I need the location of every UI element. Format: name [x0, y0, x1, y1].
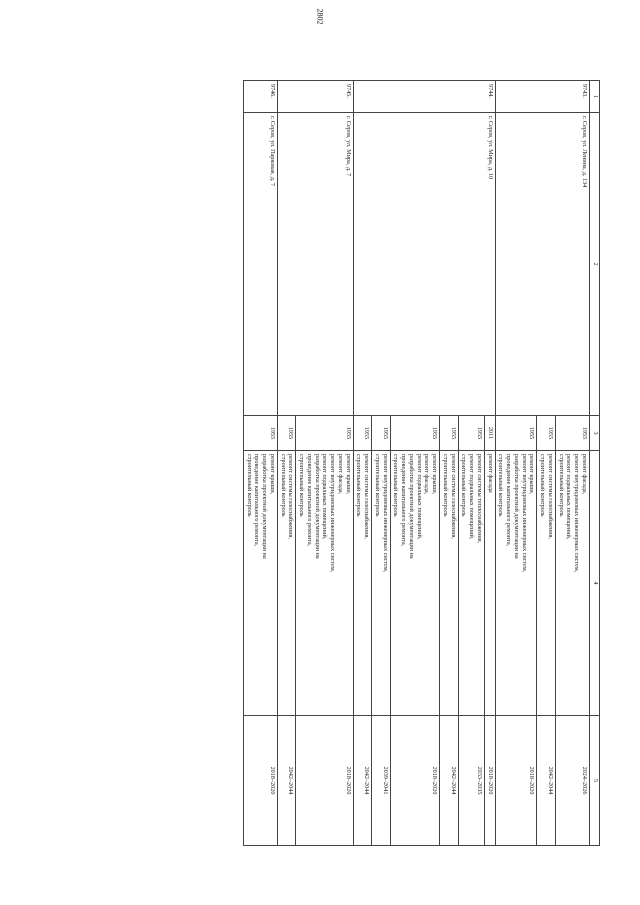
- repair-period: 2042–2044: [353, 716, 372, 846]
- work-item: ремонт фасада,: [581, 454, 588, 495]
- table-body: [244, 81, 600, 846]
- work-item: ремонт внутридомовых инженерных систем,: [329, 454, 337, 573]
- work-item: ремонт фасада: [486, 454, 494, 493]
- build-year: 1955: [495, 416, 537, 451]
- work-item: строительный контроль: [557, 454, 565, 517]
- header-cell-1: 1: [590, 81, 600, 113]
- header-cell-3: 3: [590, 416, 600, 451]
- works-list: [372, 451, 391, 716]
- works-list: [390, 451, 440, 716]
- build-year: 1955: [278, 416, 297, 451]
- work-item: строительный контроль: [298, 454, 306, 517]
- rotated-table-area: [80, 80, 600, 845]
- work-item: ремонт крыши,: [528, 454, 536, 495]
- work-item: проведение капитального ремонта,: [306, 454, 313, 547]
- work-item: разработка проектной документации на: [313, 454, 321, 559]
- work-item: строительный контроль: [279, 454, 287, 517]
- build-year: 1955: [296, 416, 353, 451]
- works-list: [556, 451, 590, 716]
- table-row: [556, 81, 590, 846]
- work-item: строительный контроль: [460, 454, 468, 517]
- header-row: [590, 81, 600, 846]
- table-row: [485, 81, 496, 846]
- work-item: ремонт фасада,: [337, 454, 344, 495]
- work-item: ремонт подвальных помещений,: [321, 454, 329, 540]
- repair-period: 2024–2026: [556, 716, 590, 846]
- table-row: [244, 81, 278, 846]
- work-item: строительный контроль: [442, 454, 449, 517]
- build-year: 1955: [372, 416, 391, 451]
- work-item: проведение капитального ремонта,: [253, 454, 261, 547]
- build-year: 1955: [556, 416, 590, 451]
- work-item: ремонт фасада,: [423, 454, 431, 495]
- repair-period: 2018–2020: [495, 716, 537, 846]
- record-number: 9743.: [495, 81, 589, 113]
- work-item: ремонт системы газоснабжения,: [449, 454, 457, 539]
- work-item: ремонт системы газоснабжения,: [363, 454, 371, 539]
- work-item: ремонт подвальных помещений,: [468, 454, 476, 540]
- record-number: 9745.: [278, 81, 354, 113]
- record-number: 9744.: [353, 81, 495, 113]
- works-list: [278, 451, 297, 716]
- building-address: г. Серов, ул. Ленина, д. 134: [495, 113, 589, 416]
- works-list: [353, 451, 372, 716]
- work-item: ремонт внутридомовых инженерных систем,: [520, 454, 528, 573]
- page-number: 2802: [315, 8, 325, 25]
- build-year: 2011: [485, 416, 496, 451]
- repair-schedule-table: [243, 80, 600, 846]
- work-item: ремонт системы газоснабжения,: [287, 454, 295, 539]
- work-item: ремонт крыши,: [269, 454, 276, 495]
- building-address: г. Серов, ул. Парковая, д. 7: [244, 113, 278, 416]
- repair-period: 2018–2020: [390, 716, 440, 846]
- repair-period: 2018–2020: [296, 716, 353, 846]
- build-year: 1955: [353, 416, 372, 451]
- work-item: ремонт крыши,: [431, 454, 439, 495]
- record-number: 9746.: [244, 81, 278, 113]
- build-year: 1955: [458, 416, 484, 451]
- work-item: ремонт системы газоснабжения,: [547, 454, 554, 539]
- work-item: строительный контроль: [392, 454, 400, 517]
- work-item: ремонт внутридомовых инженерных систем,: [381, 454, 389, 573]
- works-list: [296, 451, 353, 716]
- work-item: ремонт крыши,: [344, 454, 352, 495]
- works-list: [495, 451, 537, 716]
- work-item: проведение капитального ремонта,: [505, 454, 513, 547]
- table-row: [296, 81, 353, 846]
- repair-period: 2042–2044: [537, 716, 556, 846]
- works-list: [458, 451, 484, 716]
- work-item: ремонт системы теплоснабжения,: [476, 454, 483, 544]
- works-list: [537, 451, 556, 716]
- build-year: 1955: [440, 416, 459, 451]
- work-item: проведение капитального ремонта,: [400, 454, 408, 547]
- work-item: ремонт подвальных помещений,: [415, 454, 423, 540]
- rotated-page-content: [80, 80, 600, 845]
- work-item: разработка проектной документации на: [261, 454, 269, 559]
- works-list: [440, 451, 459, 716]
- works-list: [485, 451, 496, 716]
- header-cell-2: 2: [590, 113, 600, 416]
- work-item: строительный контроль: [355, 454, 363, 517]
- work-item: разработка проектной документации на: [408, 454, 415, 559]
- build-year: 1955: [244, 416, 278, 451]
- header-cell-5: 5: [590, 716, 600, 846]
- repair-period: 2033–2035: [458, 716, 484, 846]
- work-item: ремонт подвальных помещений,: [565, 454, 573, 540]
- build-year: 1955: [390, 416, 440, 451]
- building-address: г. Серов, ул. Мира, д. 10: [353, 113, 495, 416]
- work-item: строительный контроль: [245, 454, 253, 517]
- work-item: строительный контроль: [539, 454, 547, 517]
- work-item: ремонт внутридомовых инженерных систем,: [573, 454, 581, 573]
- work-item: строительный контроль: [374, 454, 381, 517]
- repair-period: 2039–2041: [372, 716, 391, 846]
- work-item: строительный контроль: [497, 454, 505, 517]
- repair-period: 2018–2020: [485, 716, 496, 846]
- repair-period: 2042–2044: [278, 716, 297, 846]
- building-address: г. Серов, ул. Мира, д. 7: [278, 113, 354, 416]
- header-cell-4: 4: [590, 451, 600, 716]
- work-item: разработка проектной документации на: [513, 454, 520, 559]
- works-list: [244, 451, 278, 716]
- build-year: 1955: [537, 416, 556, 451]
- repair-period: 2042–2044: [440, 716, 459, 846]
- repair-period: 2018–2020: [244, 716, 278, 846]
